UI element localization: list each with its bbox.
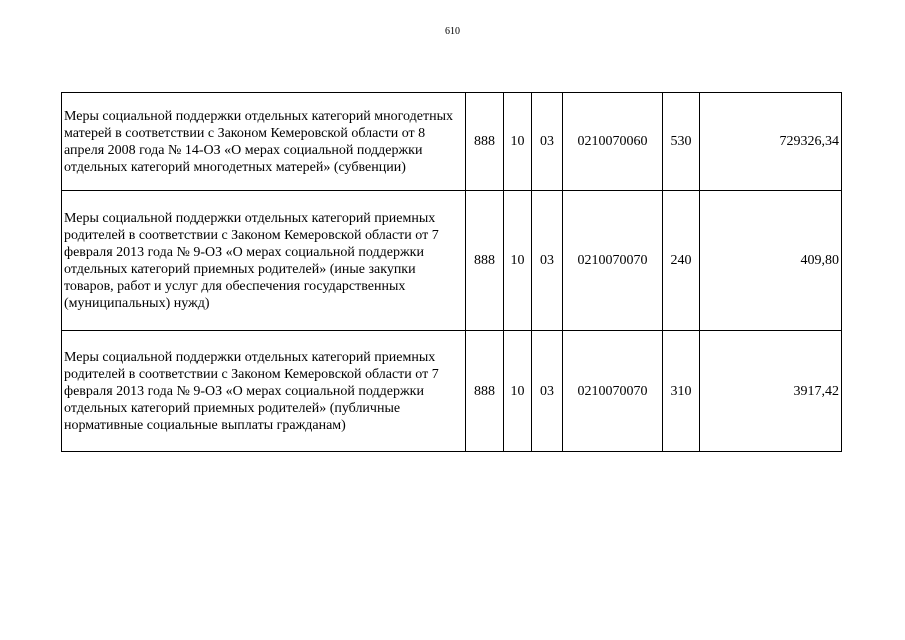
- subsection-code: 03: [532, 191, 563, 331]
- target-article-code: 0210070060: [563, 93, 663, 191]
- budget-table: [61, 92, 842, 452]
- row-description: Меры социальной поддержки отдельных категорий многодетных матерей в соответствии с Законом Кемеровской области от 8 апреля 2008 года № 14-ОЗ «О мерах социальной поддержки отдельных категорий многодетных матерей» (субвенции): [62, 93, 466, 191]
- section-code: 10: [504, 191, 532, 331]
- target-article-code: 0210070070: [563, 331, 663, 452]
- subsection-code: 03: [532, 331, 563, 452]
- ministry-code: 888: [466, 93, 504, 191]
- subsection-code: 03: [532, 93, 563, 191]
- table-row: [62, 93, 842, 191]
- amount: 3917,42: [700, 331, 842, 452]
- table-row: [62, 191, 842, 331]
- expense-type-code: 240: [663, 191, 700, 331]
- row-description: Меры социальной поддержки отдельных категорий приемных родителей в соответствии с Законом Кемеровской области от 7 февраля 2013 года № 9-ОЗ «О мерах социальной поддержки отдельных категорий приемных родителей» (публичные нормативные социальные выплаты гражданам): [62, 331, 466, 452]
- expense-type-code: 310: [663, 331, 700, 452]
- expense-type-code: 530: [663, 93, 700, 191]
- target-article-code: 0210070070: [563, 191, 663, 331]
- ministry-code: 888: [466, 331, 504, 452]
- page-number: 610: [445, 26, 460, 37]
- section-code: 10: [504, 331, 532, 452]
- ministry-code: 888: [466, 191, 504, 331]
- amount: 409,80: [700, 191, 842, 331]
- amount: 729326,34: [700, 93, 842, 191]
- row-description: Меры социальной поддержки отдельных категорий приемных родителей в соответствии с Законом Кемеровской области от 7 февраля 2013 года № 9-ОЗ «О мерах социальной поддержки отдельных категорий приемных родителей» (иные закупки товаров, работ и услуг для обеспечения государственных (муниципальных) нужд): [62, 191, 466, 331]
- section-code: 10: [504, 93, 532, 191]
- table-row: [62, 331, 842, 452]
